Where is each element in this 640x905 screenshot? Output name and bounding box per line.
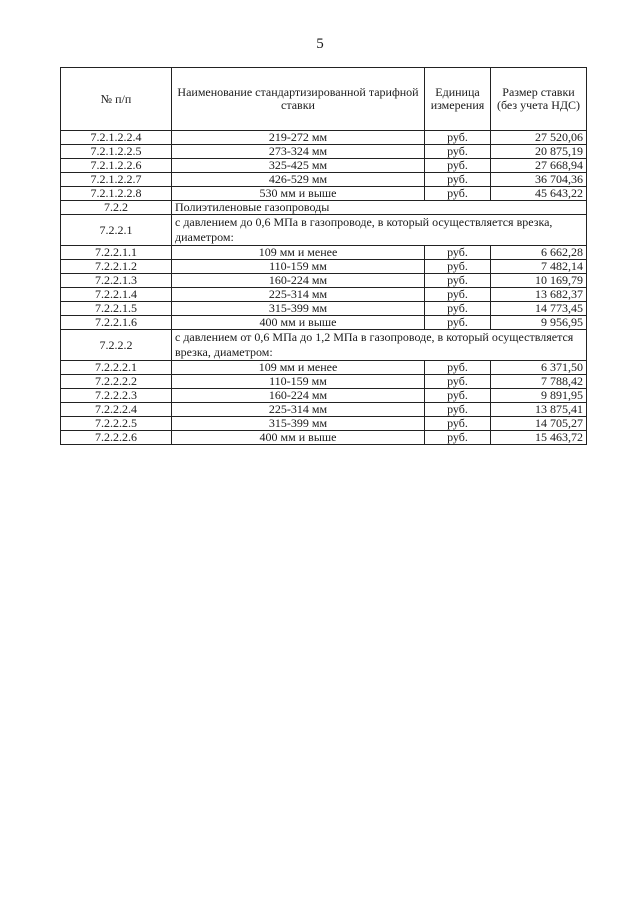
table-row — [61, 389, 587, 403]
row-diameter: 400 мм и выше — [172, 316, 425, 330]
row-unit: руб. — [425, 302, 491, 316]
table-row — [61, 316, 587, 330]
row-number: 7.2.2.1.5 — [61, 302, 172, 316]
row-rate-value: 10 169,79 — [491, 274, 587, 288]
table-row — [61, 131, 587, 145]
table-row — [61, 145, 587, 159]
table-row — [61, 173, 587, 187]
row-diameter: 400 мм и выше — [172, 431, 425, 445]
row-diameter: 315-399 мм — [172, 302, 425, 316]
table-row — [61, 260, 587, 274]
row-unit: руб. — [425, 361, 491, 375]
header-rate: Размер ставки (без учета НДС) — [491, 68, 587, 131]
row-number: 7.2.2.2.6 — [61, 431, 172, 445]
row-number: 7.2.2.2.1 — [61, 361, 172, 375]
row-number: 7.2.2.2.2 — [61, 375, 172, 389]
row-unit: руб. — [425, 288, 491, 302]
row-unit: руб. — [425, 316, 491, 330]
row-rate-value: 9 891,95 — [491, 389, 587, 403]
row-diameter: 325-425 мм — [172, 159, 425, 173]
table-row — [61, 417, 587, 431]
table-row — [61, 246, 587, 260]
row-diameter: 110-159 мм — [172, 375, 425, 389]
row-rate-value: 20 875,19 — [491, 145, 587, 159]
row-number: 7.2.1.2.2.4 — [61, 131, 172, 145]
row-diameter: 160-224 мм — [172, 389, 425, 403]
row-number: 7.2.2.2.3 — [61, 389, 172, 403]
table-row — [61, 302, 587, 316]
table-header-row — [61, 68, 587, 131]
table-body — [61, 131, 587, 445]
subsection-description: с давлением от 0,6 МПа до 1,2 МПа в газопроводе, в который осуществляется врезка, диаметром: — [172, 330, 587, 361]
row-rate-value: 36 704,36 — [491, 173, 587, 187]
table-row — [61, 288, 587, 302]
header-number: № п/п — [61, 68, 172, 131]
row-number: 7.2.2.2 — [61, 330, 172, 361]
row-number: 7.2.2 — [61, 201, 172, 215]
row-unit: руб. — [425, 159, 491, 173]
row-number: 7.2.1.2.2.7 — [61, 173, 172, 187]
row-unit: руб. — [425, 417, 491, 431]
page-number: 5 — [316, 36, 324, 52]
subsection-row — [61, 215, 587, 246]
table-row — [61, 274, 587, 288]
section-row — [61, 201, 587, 215]
row-number: 7.2.2.2.5 — [61, 417, 172, 431]
row-unit: руб. — [425, 246, 491, 260]
section-title: Полиэтиленовые газопроводы — [172, 201, 587, 215]
row-unit: руб. — [425, 187, 491, 201]
row-unit: руб. — [425, 389, 491, 403]
row-rate-value: 27 668,94 — [491, 159, 587, 173]
row-diameter: 219-272 мм — [172, 131, 425, 145]
row-rate-value: 15 463,72 — [491, 431, 587, 445]
row-unit: руб. — [425, 173, 491, 187]
row-number: 7.2.2.1.2 — [61, 260, 172, 274]
row-rate-value: 45 643,22 — [491, 187, 587, 201]
row-unit: руб. — [425, 131, 491, 145]
row-unit: руб. — [425, 260, 491, 274]
row-rate-value: 6 371,50 — [491, 361, 587, 375]
row-rate-value: 13 875,41 — [491, 403, 587, 417]
table-row — [61, 431, 587, 445]
row-number: 7.2.1.2.2.8 — [61, 187, 172, 201]
tariff-table — [60, 67, 587, 445]
row-diameter: 109 мм и менее — [172, 361, 425, 375]
row-rate-value: 27 520,06 — [491, 131, 587, 145]
subsection-row — [61, 330, 587, 361]
row-number: 7.2.2.2.4 — [61, 403, 172, 417]
row-diameter: 426-529 мм — [172, 173, 425, 187]
table-row — [61, 375, 587, 389]
subsection-description: с давлением до 0,6 МПа в газопроводе, в который осуществляется врезка, диаметром: — [172, 215, 587, 246]
row-number: 7.2.1.2.2.6 — [61, 159, 172, 173]
row-unit: руб. — [425, 375, 491, 389]
row-number: 7.2.2.1 — [61, 215, 172, 246]
row-rate-value: 9 956,95 — [491, 316, 587, 330]
row-rate-value: 7 482,14 — [491, 260, 587, 274]
table-row — [61, 187, 587, 201]
row-diameter: 273-324 мм — [172, 145, 425, 159]
row-diameter: 109 мм и менее — [172, 246, 425, 260]
row-number: 7.2.1.2.2.5 — [61, 145, 172, 159]
row-diameter: 315-399 мм — [172, 417, 425, 431]
row-number: 7.2.2.1.4 — [61, 288, 172, 302]
row-diameter: 530 мм и выше — [172, 187, 425, 201]
row-rate-value: 14 705,27 — [491, 417, 587, 431]
row-diameter: 225-314 мм — [172, 403, 425, 417]
row-unit: руб. — [425, 431, 491, 445]
row-rate-value: 7 788,42 — [491, 375, 587, 389]
row-unit: руб. — [425, 403, 491, 417]
row-unit: руб. — [425, 145, 491, 159]
row-diameter: 110-159 мм — [172, 260, 425, 274]
table-row — [61, 403, 587, 417]
row-number: 7.2.2.1.3 — [61, 274, 172, 288]
row-diameter: 160-224 мм — [172, 274, 425, 288]
header-unit: Единица измерения — [425, 68, 491, 131]
row-number: 7.2.2.1.1 — [61, 246, 172, 260]
row-unit: руб. — [425, 274, 491, 288]
header-name: Наименование стандартизированной тарифной ставки — [172, 68, 425, 131]
row-rate-value: 6 662,28 — [491, 246, 587, 260]
row-rate-value: 14 773,45 — [491, 302, 587, 316]
row-rate-value: 13 682,37 — [491, 288, 587, 302]
table-row — [61, 361, 587, 375]
table-row — [61, 159, 587, 173]
row-number: 7.2.2.1.6 — [61, 316, 172, 330]
row-diameter: 225-314 мм — [172, 288, 425, 302]
